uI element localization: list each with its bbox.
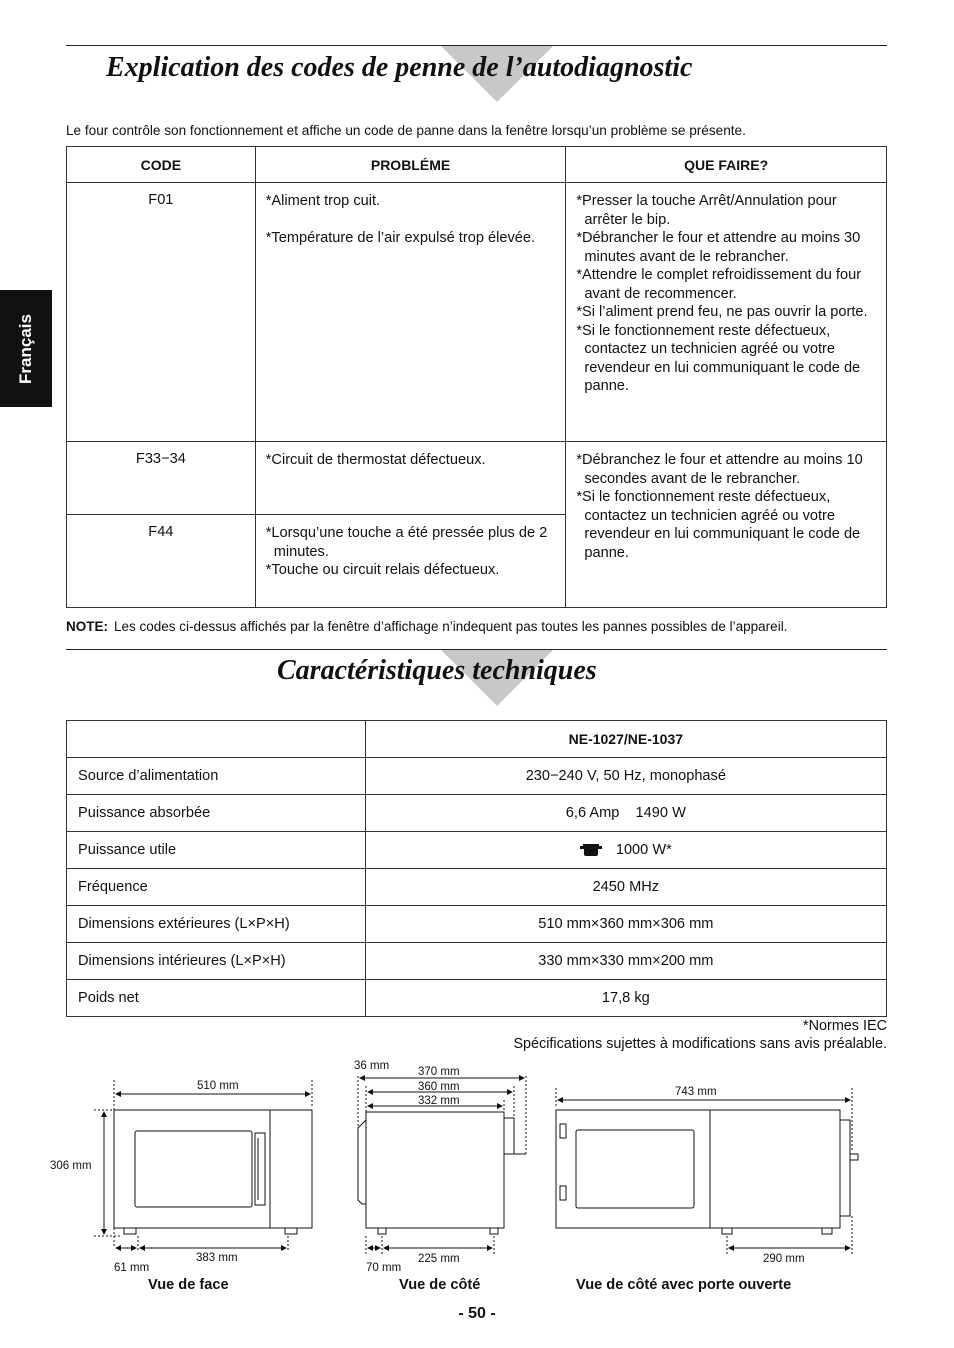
spec-label: Dimensions intérieures (L×P×H) <box>67 943 366 980</box>
front-view-drawing <box>94 1080 312 1250</box>
code-cell: F01 <box>67 183 256 442</box>
action-item: *Si l’aliment prend feu, ne pas ouvrir la porte. <box>576 304 868 320</box>
action-item: *Presser la touche Arrêt/Annulation pour arrêter le bip. <box>576 193 837 228</box>
dim-front-bottom-span: 383 mm <box>196 1252 238 1264</box>
caption-side-view: Vue de côté <box>399 1277 481 1293</box>
note-text: Les codes ci-dessus affichés par la fenêtre d’affichage n’indequent pas toutes les pannes possibles de l’appareil. <box>114 619 788 634</box>
note-label: NOTE: <box>66 619 108 634</box>
shared-action-cell <box>566 442 887 608</box>
caption-front-view: Vue de face <box>148 1277 229 1293</box>
dim-side-top3: 360 mm <box>418 1081 460 1093</box>
table-row <box>67 795 887 832</box>
spec-value: 1000 W* <box>615 842 672 858</box>
spec-value: 230−240 V, 50 Hz, monophasé <box>365 758 886 795</box>
specs-header-row <box>67 721 887 758</box>
table-row <box>67 442 887 515</box>
dim-front-bottom-left: 61 mm <box>114 1262 150 1274</box>
problem-item: *Température de l’air expulsé trop élevée. <box>265 229 536 246</box>
dim-side-bottom-span: 225 mm <box>418 1253 460 1265</box>
problem-cell <box>255 183 566 442</box>
spec-value-cell <box>365 832 886 869</box>
caption-open-door-view: Vue de côté avec porte ouverte <box>576 1277 792 1293</box>
pot-icon <box>580 843 602 857</box>
footnote-specs: Spécifications sujettes à modifications sans avis préalable. <box>513 1036 887 1052</box>
problem-item: *Lorsqu’une touche a été pressée plus de 2 minutes. <box>265 525 548 560</box>
action-item: *Débrancher le four et attendre au moins 30 minutes avant de le rebrancher. <box>576 230 861 265</box>
page-number: - 50 - <box>458 1305 496 1322</box>
spec-label: Fréquence <box>67 869 366 906</box>
problem-item-spacer <box>266 211 560 229</box>
problem-item: *Touche ou circuit relais défectueux. <box>265 562 500 578</box>
action-cell <box>566 183 887 442</box>
spec-label: Puissance absorbée <box>67 795 366 832</box>
section1-title: Explication des codes de penne de l’autodiagnostic <box>106 52 693 83</box>
specs-header-empty <box>67 721 366 758</box>
dim-side-top2: 370 mm <box>418 1066 460 1078</box>
spec-label: Source d’alimentation <box>67 758 366 795</box>
spec-value: 2450 MHz <box>365 869 886 906</box>
dimension-diagrams <box>0 1050 954 1280</box>
model-header: NE-1027/NE-1037 <box>365 721 886 758</box>
spec-value: 17,8 kg <box>365 980 886 1017</box>
table-row <box>67 758 887 795</box>
footnote-iec: *Normes IEC <box>803 1018 887 1034</box>
spec-value: 330 mm×330 mm×200 mm <box>365 943 886 980</box>
dim-open-bottom-span: 290 mm <box>763 1253 805 1265</box>
problem-cell <box>255 442 566 515</box>
col-header-action: QUE FAIRE? <box>566 147 887 183</box>
action-item: *Débranchez le four et attendre au moins 10 secondes avant de le rebrancher. <box>576 452 863 487</box>
spec-label: Puissance utile <box>67 832 366 869</box>
problem-item: *Aliment trop cuit. <box>265 193 381 209</box>
col-header-problem: PROBLÉME <box>255 147 566 183</box>
language-tab <box>0 290 52 407</box>
spec-label: Dimensions extérieures (L×P×H) <box>67 906 366 943</box>
code-cell: F44 <box>67 515 256 608</box>
dim-front-width: 510 mm <box>197 1080 239 1092</box>
action-item: *Attendre le complet refroidissement du four avant de recommencer. <box>576 267 862 302</box>
code-cell: F33−34 <box>67 442 256 515</box>
note <box>66 619 787 634</box>
error-code-table <box>66 146 887 608</box>
table-row <box>67 980 887 1017</box>
dim-open-width: 743 mm <box>675 1086 717 1098</box>
dim-side-bottom-left: 70 mm <box>366 1262 402 1274</box>
problem-item: *Circuit de thermostat défectueux. <box>265 452 486 468</box>
dim-side-top1: 36 mm <box>354 1060 390 1072</box>
table-row <box>67 183 887 442</box>
intro-text: Le four contrôle son fonctionnement et affiche un code de panne dans la fenêtre lorsqu’un problème se présente. <box>66 123 746 138</box>
dim-side-top4: 332 mm <box>418 1095 460 1107</box>
table-row <box>67 906 887 943</box>
specs-table <box>66 720 887 1017</box>
spec-value: 510 mm×360 mm×306 mm <box>365 906 886 943</box>
problem-cell <box>255 515 566 608</box>
dim-front-height: 306 mm <box>50 1160 92 1172</box>
action-item: *Si le fonctionnement reste défectueux, contactez un technicien agréé ou votre revendeur en lui communiquant le code de panne. <box>576 322 861 394</box>
spec-label: Poids net <box>67 980 366 1017</box>
action-item: *Si le fonctionnement reste défectueux, contactez un technicien agréé ou votre revendeur en lui communiquant le code de panne. <box>576 489 861 561</box>
spec-value: 6,6 Amp 1490 W <box>365 795 886 832</box>
table-header-row <box>67 147 887 183</box>
col-header-code: CODE <box>67 147 256 183</box>
table-row <box>67 943 887 980</box>
table-row <box>67 832 887 869</box>
table-row <box>67 869 887 906</box>
section2-title: Caractéristiques techniques <box>277 655 597 686</box>
language-tab-label: Français <box>16 313 35 384</box>
open-door-view-drawing <box>556 1088 858 1254</box>
